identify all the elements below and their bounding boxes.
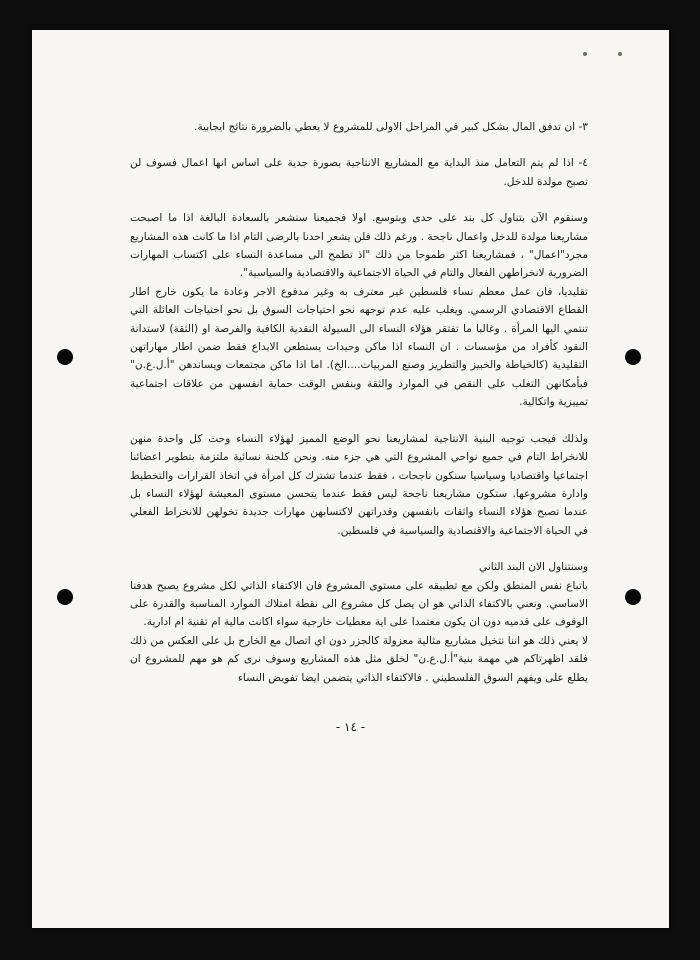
paragraph-self-sufficiency: باتباع نفس المنطق ولكن مع تطبيقه على مستوى المشروع فان الاكتفاء الذاتي لكل مشروع يصبح هدفنا الاساسي. ونعني بالاكتفاء الذاتي هو ان يصل كل مشروع الى نقطة امتلاك الموارد المناسبة والقدرة على الوقوف على قدميه دون ان يكون معتمدا على اية معطيات خارجية سواء اكانت مالية ام تقنية ام ادارية. — [130, 579, 588, 629]
document-body — [130, 118, 588, 687]
paper-speck — [618, 52, 622, 56]
paragraph-second-item-heading: وسنتناول الان البند الثاني — [479, 561, 588, 574]
paragraph-structure: ولذلك فيجب توجيه البنية الانتاجية لمشاريعنا نحو الوضع المميز لهؤلاء النساء وحث كل واحدة منهن للانخراط التام في جميع نواحي المشروع التي هي جزء منه. ونحن كلجنة نسائية ملتزمة بتطوير اعضائنا اجتماعيا واقتصاديا وسياسيا سنكون ناجحات ، فقط عندما تشترك كل امرأة في اتخاذ القرارات والتخطيط وادارة مشروعها. ستكون مشاريعنا ناجحة ليس فقط عندما يتحسن مستوى المعيشة لهؤلاء النساء بل عندما تصبح هؤلاء النساء واثقات بانفسهن وقدراتهن لاكتسابهن مهارات جديدة تخولهن للانخراط الفعلي في الحياة الاجتماعية والاقتصادية والسياسية في فلسطين. — [130, 432, 588, 537]
page-number: - ١٤ - — [335, 720, 366, 734]
punch-hole — [625, 349, 641, 365]
punch-hole — [57, 589, 73, 605]
paragraph-point-4: ٤- اذا لم يتم التعامل منذ البداية مع المشاريع الانتاجية بصورة جدية على اساس انها اعمال فسوف لن تصبح مولدة للدخل. — [130, 157, 588, 188]
punch-hole — [57, 349, 73, 365]
paragraph-intro: وسنقوم الآن بتناول كل بند على حدى وبتوسع. اولا فجميعنا سنشعر بالسعادة البالغة اذا ما اصبحت مشاريعنا مولدة للدخل واعمال ناجحة . ورغم ذلك فلن يشعر احدنا بالرضى التام اذا ما كانت هذه المشاريع مجرد"اعمال" ، فمشاريعنا اكثر طموحا من ذلك "اذ تطمح الى مساعدة النساء على اكتساب المهارات الضرورية لانخراطهن الفعال والتام في الحياة الاجتماعية والاقتصادية والسياسية". — [130, 212, 588, 280]
paragraph-not-isolated: لا يعني ذلك هو اننا نتخيل مشاريع مثالية معزولة كالجزر دون اي اتصال مع الخارج بل على العكس من ذلك فلقد اظهرتاكم هي مهمة بنية"أ.ل.ع.ن" لخلق مثل هذه المشاريع وسوف نرى كم هو مهم للمشروع ان يطلع على ويفهم السوق الفلسطيني . فالاكتفاء الذاتي يتضمن ايضا تفويض النساء — [130, 634, 588, 684]
paragraph-point-3: ٣- ان تدفق المال بشكل كبير في المراحل الاولى للمشروع لا يعطي بالضرورة نتائج ايجابية. — [193, 121, 588, 133]
paper-speck — [583, 52, 587, 56]
paper-sheet — [32, 30, 669, 928]
paragraph-traditionally: تقليديا، فان عمل معظم نساء فلسطين غير معترف به وغير مدفوع الاجر وعادة ما يكون خارج اطار القطاع الاقتصادي الرسمي. ويغلب عليه عدم توجهه نحو احتياجات السوق بل نحو احتياجات العائلة التي تنتمي اليها المرأة . وغالبا ما تفتقر هؤلاء النساء الى السيولة النقدية الكافية والفرصة او (الثقة) لاستدانة النقود كأفراد من مؤسسات . ان النساء اذا ماكن وحيدات يستطعن الابداع فقط ضمن اطار مهاراتهن التقليدية (كالخياطة والخبيز والتطريز وصنع المربيات....الخ). اما اذا ماكن مجتمعات ويساندهن "أ.ل.ع.ن" فبأمكانهن التغلب على النقص في الموارد والثقة وبنفس الوقت حماية انفسهن من علاقات اجتماعية تمييزية واتكالية. — [130, 285, 588, 409]
punch-hole — [625, 589, 641, 605]
